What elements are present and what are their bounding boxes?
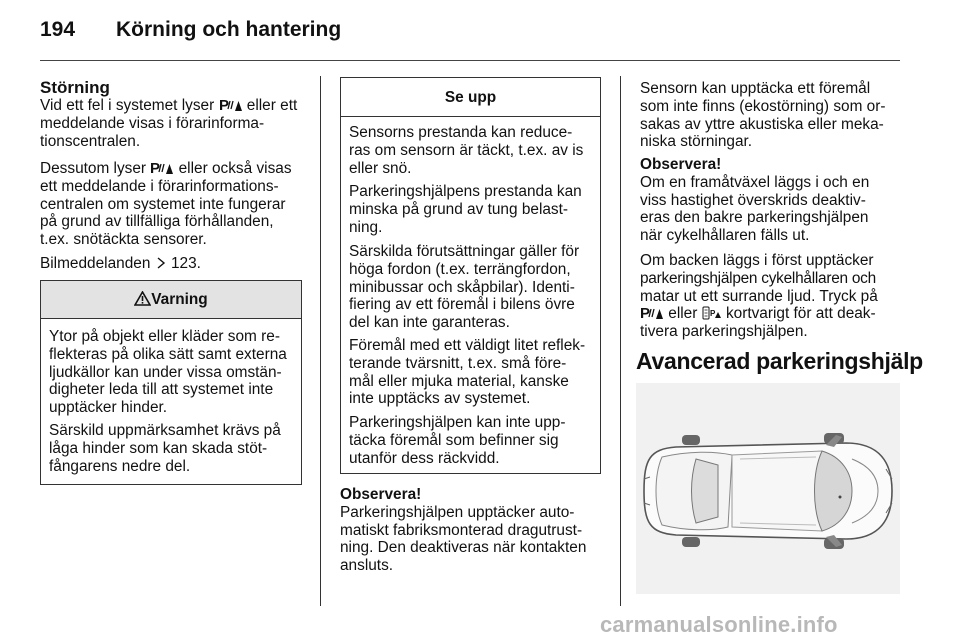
text-line: när cykelhållaren fälls ut. [640, 227, 810, 245]
caution-paragraph-5 [349, 414, 565, 467]
svg-text:P: P [640, 305, 651, 321]
text: Vid ett fel i systemet lyser [40, 97, 215, 114]
watermark: carmanualsonline.info [600, 612, 838, 637]
warning-header [41, 281, 301, 319]
column-divider-1 [320, 76, 321, 606]
text-line: fiering av ett föremål i bilens övre [349, 296, 575, 314]
text-line: matar ut ett surrande ljud. Tryck på [640, 287, 878, 305]
text-line: Parkeringshjälpens prestanda kan [349, 183, 582, 200]
text: eller ett [246, 97, 298, 114]
text-line: sakas av yttre akustiska eller meka- [640, 115, 884, 133]
svg-text:P: P [709, 309, 715, 319]
text-line: t.ex. snötäckta sensorer. [40, 231, 207, 249]
text-line: eras den bakre parkeringshjälpen [640, 209, 869, 227]
fault-paragraph-3 [40, 255, 310, 273]
text-line: Parkeringshjälpen upptäcker auto- [340, 503, 575, 521]
note-title: Observera! [340, 486, 422, 503]
text-line: ning. [349, 218, 383, 236]
note-title: Observera! [640, 156, 722, 173]
chapter-title: Körning och hantering [116, 18, 342, 41]
fault-paragraph-2 [40, 160, 310, 249]
warning-paragraph-2 [49, 422, 281, 475]
caution-box [340, 77, 601, 474]
text-line: Föremål med ett väldigt litet reflek- [349, 337, 586, 354]
text-line: minska på grund av tung belast- [349, 200, 569, 218]
text-line: på grund av tillfälliga förhållanden, [40, 213, 274, 231]
text-line: matiskt fabriksmonterad dragutrust- [340, 521, 583, 539]
text-line: Ytor på objekt eller kläder som re- [49, 328, 280, 345]
page-number: 194 [40, 18, 76, 41]
warning-triangle-icon [134, 291, 151, 306]
text-line: digheter leda till att systemet inte [49, 381, 274, 399]
parking-assist-icon [150, 160, 174, 175]
text-line: utanför dess räckvidd. [349, 449, 500, 467]
text-line: ljudkällor kan under vissa omstän- [49, 363, 282, 381]
caution-header [341, 78, 600, 117]
text-line: ansluts. [340, 557, 394, 575]
text-line: tionscentralen. [40, 132, 141, 150]
echo-paragraph [640, 80, 910, 151]
text-line: inte upptäcks av systemet. [349, 390, 531, 408]
text-line: fångarens nedre del. [49, 457, 191, 475]
text-line: viss hastighet överskrids deaktiv- [640, 191, 866, 209]
warning-title: Varning [151, 291, 208, 308]
text-line: Särskilda förutsättningar gäller för [349, 243, 580, 260]
caution-paragraph-1 [349, 124, 583, 177]
svg-text:P: P [218, 97, 229, 112]
warning-paragraph-1 [49, 328, 287, 417]
text-line: låga hinder som kan skada stöt- [49, 439, 268, 457]
text-line: centralen om systemet inte fungerar [40, 195, 286, 213]
text-line: parkeringshjälpen cykelhållaren och [640, 269, 876, 287]
car-top-view-illustration [636, 383, 900, 594]
text-line: niska störningar. [640, 133, 753, 151]
text-line: ras om sensorn är täckt, t.ex. av is [349, 141, 584, 159]
text-line: terande tvärsnitt, t.ex. små före- [349, 354, 567, 372]
parking-assist-icon [640, 305, 664, 320]
text-line: ett meddelande i förarinformations- [40, 177, 279, 195]
cross-reference-arrow-icon [155, 256, 167, 270]
text-line: Parkeringshjälpen kan inte upp- [349, 414, 566, 431]
svg-text:P: P [150, 160, 161, 175]
caution-title: Se upp [444, 89, 497, 106]
text-line: minibussar och skåpbilar). Identi- [349, 278, 575, 296]
caution-paragraph-4 [349, 337, 585, 408]
text-line: Sensorn kan upptäcka ett föremål [640, 80, 871, 97]
text-line: flekteras på olika sätt samt externa [49, 345, 287, 363]
parking-assist-icon [219, 97, 243, 112]
header-rule [40, 60, 900, 61]
text-line: Om en framåtväxel läggs i och en [640, 173, 870, 191]
text: Dessutom lyser [40, 160, 147, 177]
text: Bilmeddelanden [40, 255, 151, 272]
warning-box [40, 280, 302, 485]
text-line: upptäcker hinder. [49, 399, 168, 417]
section-title-fault: Störning [40, 78, 110, 97]
text-line: mål eller mjuka material, kanske [349, 372, 569, 390]
text: eller också visas [178, 160, 292, 177]
text-line: del kan inte garanteras. [349, 314, 510, 332]
text-line: Om backen läggs i först upptäcker [640, 252, 874, 269]
text-line: ning. Den deaktiveras när kontakten [340, 539, 587, 557]
section-title-advanced-parking: Avancerad parkeringshjälp [636, 348, 923, 374]
car-top-view-image [636, 383, 900, 594]
page-reference: 123. [170, 255, 201, 272]
fault-paragraph-1 [40, 97, 310, 150]
text-line: täcka föremål som befinner sig [349, 431, 559, 449]
caution-paragraph-2 [349, 183, 582, 236]
text-line: höga fordon (t.ex. terrängfordon, [349, 260, 571, 278]
advanced-parking-assist-icon [702, 306, 722, 320]
text-line: som inte finns (ekostörning) som or- [640, 97, 886, 115]
text: eller [668, 305, 698, 323]
caution-paragraph-3 [349, 243, 579, 332]
note-bike-carrier [640, 156, 910, 245]
text: kortvarigt för att deak- [725, 305, 876, 323]
reverse-gear-paragraph [640, 252, 910, 341]
note-trailer-detection [340, 486, 610, 575]
column-divider-2 [620, 76, 621, 606]
text-line: eller snö. [349, 159, 412, 177]
text-line: Särskild uppmärksamhet krävs på [49, 422, 281, 439]
text-line: meddelande visas i förarinforma- [40, 114, 265, 132]
text-line: tivera parkeringshjälpen. [640, 323, 808, 341]
text-line: Sensorns prestanda kan reduce- [349, 124, 573, 141]
